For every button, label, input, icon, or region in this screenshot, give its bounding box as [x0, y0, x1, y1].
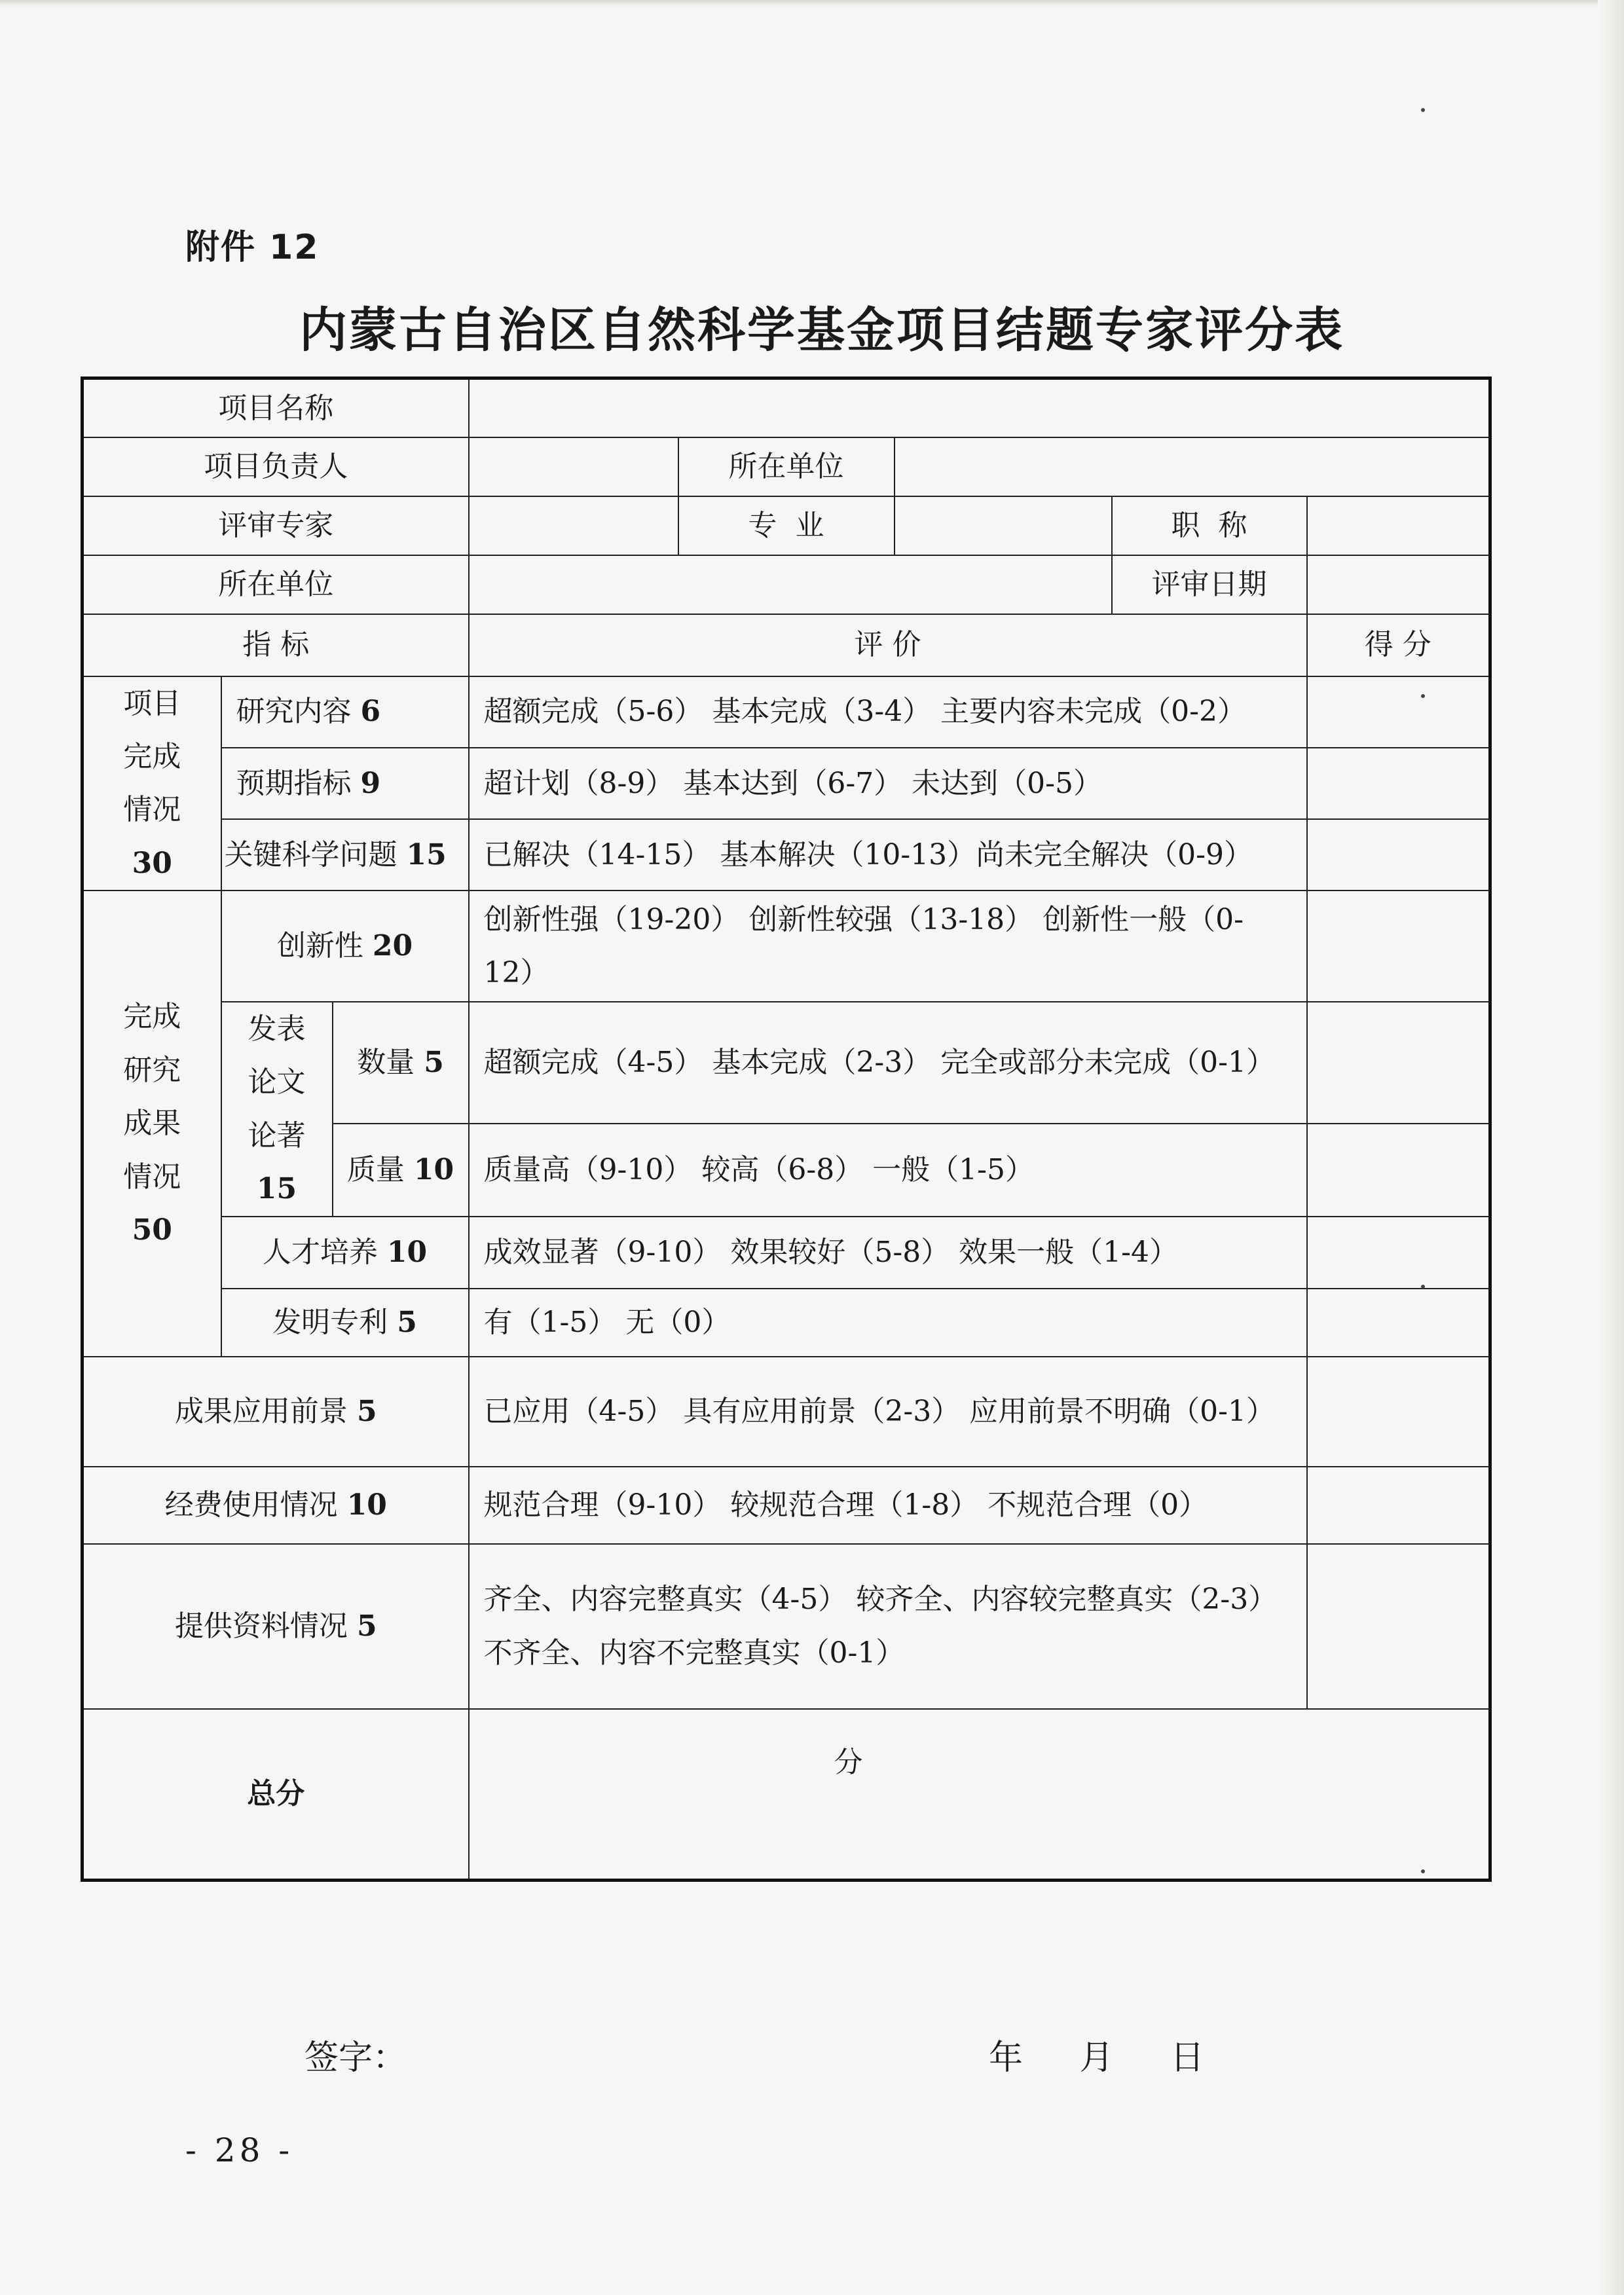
form-title: 内蒙古自治区自然科学基金项目结题专家评分表 — [299, 302, 1344, 358]
row-paper-quantity — [83, 1002, 1490, 1124]
patent-item — [221, 1289, 469, 1357]
research-content-criteria: 超额完成（5-6） 基本完成（3-4） 主要内容未完成（0-2） — [469, 676, 1307, 748]
funding-item — [83, 1467, 469, 1544]
expected-indicators-points: 9 — [360, 766, 381, 800]
row-project-name — [83, 378, 1490, 437]
talent-points: 10 — [386, 1235, 428, 1269]
row-application — [83, 1357, 1490, 1467]
research-content-score[interactable] — [1307, 676, 1490, 748]
materials-criteria-line2: 不齐全、内容不完整真实（0-1） — [483, 1636, 905, 1670]
innovation-points: 20 — [372, 929, 413, 963]
expected-indicators-item — [221, 748, 469, 819]
talent-score[interactable] — [1307, 1217, 1490, 1289]
title-field[interactable] — [1307, 496, 1490, 555]
row-innovation — [83, 890, 1490, 1002]
key-problems-label: 关键科学问题 — [224, 837, 397, 872]
row-patent — [83, 1289, 1490, 1357]
row-total — [83, 1709, 1490, 1881]
funding-points: 10 — [346, 1488, 387, 1522]
results-section-label — [83, 890, 221, 1357]
talent-item — [221, 1217, 469, 1289]
expected-indicators-criteria: 超计划（8-9） 基本达到（6-7） 未达到（0-5） — [469, 748, 1307, 819]
research-content-item — [221, 676, 469, 748]
patent-criteria: 有（1-5） 无（0） — [469, 1289, 1307, 1357]
paper-quality-score[interactable] — [1307, 1124, 1490, 1217]
project-name-field[interactable] — [469, 378, 1490, 437]
page-number: - 28 - — [185, 2131, 294, 2169]
innovation-item — [221, 890, 469, 1002]
patent-points: 5 — [397, 1305, 417, 1339]
row-funding — [83, 1467, 1490, 1544]
scan-speck — [1421, 1869, 1425, 1873]
review-date-field[interactable] — [1307, 555, 1490, 614]
row-project-leader — [83, 437, 1490, 496]
key-problems-score[interactable] — [1307, 819, 1490, 890]
talent-criteria: 成效显著（9-10） 效果较好（5-8） 效果一般（1-4） — [469, 1217, 1307, 1289]
leader-label: 项目负责人 — [83, 437, 469, 496]
papers-label-cell — [221, 1002, 333, 1217]
project-name-label: 项目名称 — [83, 378, 469, 437]
scan-edge-top — [0, 0, 1624, 7]
row-reviewer — [83, 496, 1490, 555]
patent-label: 发明专利 — [272, 1305, 388, 1339]
research-content-points: 6 — [360, 695, 381, 729]
application-criteria: 已应用（4-5） 具有应用前景（2-3） 应用前景不明确（0-1） — [469, 1357, 1307, 1467]
funding-criteria: 规范合理（9-10） 较规范合理（1-8） 不规范合理（0） — [469, 1467, 1307, 1544]
paper-quality-points: 10 — [413, 1153, 454, 1187]
row-expected-indicators — [83, 748, 1490, 819]
funding-score[interactable] — [1307, 1467, 1490, 1544]
materials-score[interactable] — [1307, 1544, 1490, 1709]
scan-speck — [1421, 108, 1425, 112]
papers-label: 发表论文论著 — [248, 1012, 306, 1152]
row-key-problems — [83, 819, 1490, 890]
reviewer-label: 评审专家 — [83, 496, 469, 555]
total-label: 总分 — [83, 1709, 469, 1881]
application-score[interactable] — [1307, 1357, 1490, 1467]
expected-indicators-score[interactable] — [1307, 748, 1490, 819]
expected-indicators-label: 预期指标 — [236, 766, 352, 800]
row-reviewer-unit — [83, 555, 1490, 614]
innovation-criteria: 创新性强（19-20） 创新性较强（13-18） 创新性一般（0-12） — [469, 890, 1307, 1002]
paper-quantity-points: 5 — [424, 1046, 444, 1080]
score-header: 得 分 — [1307, 614, 1490, 676]
row-column-headers — [83, 614, 1490, 676]
key-problems-points: 15 — [406, 837, 447, 872]
evaluation-header: 评 价 — [469, 614, 1307, 676]
completion-label: 项目完成情况 — [123, 686, 181, 827]
paper-quantity-item — [333, 1002, 469, 1124]
leader-unit-label: 所在单位 — [678, 437, 895, 496]
paper-quality-item — [333, 1124, 469, 1217]
key-problems-criteria: 已解决（14-15） 基本解决（10-13）尚未完全解决（0-9） — [469, 819, 1307, 890]
title-label: 职 称 — [1112, 496, 1307, 555]
materials-points: 5 — [356, 1609, 377, 1643]
completion-section-label — [83, 676, 221, 891]
results-points: 50 — [132, 1213, 172, 1247]
evaluation-form-table — [81, 376, 1492, 1882]
materials-criteria-cell — [469, 1544, 1307, 1709]
major-field[interactable] — [895, 496, 1112, 555]
materials-item — [83, 1544, 469, 1709]
innovation-score[interactable] — [1307, 890, 1490, 1002]
application-points: 5 — [356, 1394, 377, 1428]
innovation-label: 创新性 — [276, 929, 363, 963]
completion-points: 30 — [132, 846, 172, 880]
talent-label: 人才培养 — [262, 1235, 378, 1269]
major-label: 专 业 — [678, 496, 895, 555]
application-item — [83, 1357, 469, 1467]
attachment-number: 附件 12 — [185, 228, 320, 267]
funding-label: 经费使用情况 — [164, 1488, 338, 1522]
scan-speck — [1421, 694, 1425, 698]
reviewer-unit-field[interactable] — [469, 555, 1112, 614]
research-content-label: 研究内容 — [236, 695, 352, 729]
review-date-label: 评审日期 — [1112, 555, 1307, 614]
reviewer-unit-label: 所在单位 — [83, 555, 469, 614]
results-label: 完成研究成果情况 — [123, 1000, 181, 1194]
row-research-content — [83, 676, 1490, 748]
row-materials — [83, 1544, 1490, 1709]
paper-quantity-score[interactable] — [1307, 1002, 1490, 1124]
reviewer-field[interactable] — [469, 496, 678, 555]
total-score-cell[interactable] — [469, 1709, 1490, 1881]
materials-criteria-line1: 齐全、内容完整真实（4-5） 较齐全、内容较完整真实（2-3） — [483, 1583, 1278, 1617]
materials-label: 提供资料情况 — [174, 1609, 348, 1643]
paper-quantity-label: 数量 — [357, 1046, 415, 1080]
scan-speck — [1421, 1285, 1425, 1289]
patent-score[interactable] — [1307, 1289, 1490, 1357]
paper-quality-label: 质量 — [346, 1153, 405, 1187]
application-label: 成果应用前景 — [174, 1394, 348, 1428]
paper-quantity-criteria: 超额完成（4-5） 基本完成（2-3） 完全或部分未完成（0-1） — [469, 1002, 1307, 1124]
papers-points: 15 — [256, 1172, 297, 1206]
paper-quality-criteria: 质量高（9-10） 较高（6-8） 一般（1-5） — [469, 1124, 1307, 1217]
key-problems-item — [221, 819, 469, 890]
signature-date: 年 月 日 — [989, 2038, 1205, 2078]
signature-label: 签字： — [304, 2038, 407, 2078]
indicator-header: 指 标 — [83, 614, 469, 676]
row-talent — [83, 1217, 1490, 1289]
leader-unit-field[interactable] — [895, 437, 1490, 496]
total-unit: 分 — [834, 1745, 863, 1779]
leader-field[interactable] — [469, 437, 678, 496]
